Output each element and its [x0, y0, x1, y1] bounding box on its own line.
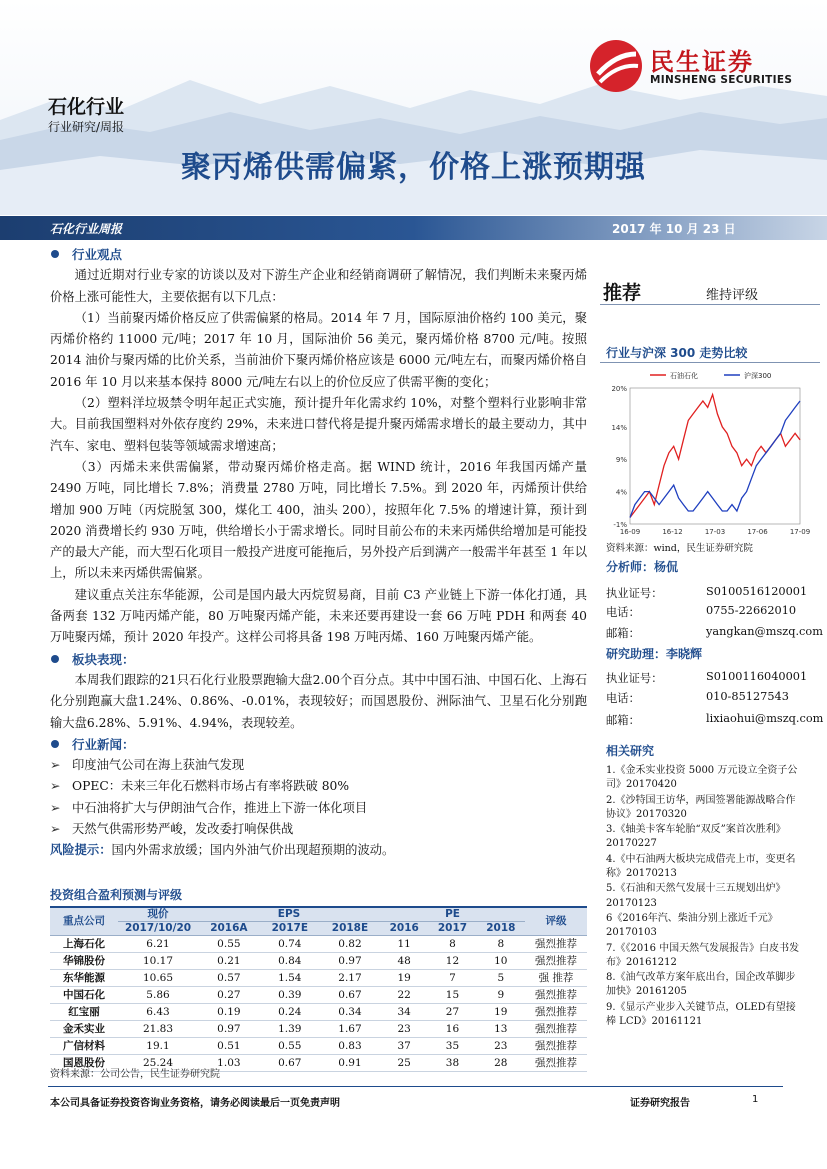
x-tick-label: 17-03 — [704, 528, 726, 536]
trend-chart — [604, 366, 811, 538]
x-tick-label: 17-09 — [789, 528, 811, 536]
cell-e2: 0.84 — [260, 953, 320, 970]
x-tick-label: 16-09 — [619, 528, 641, 536]
cell-p1: 48 — [380, 953, 428, 970]
cell-e1: 0.19 — [198, 1004, 260, 1021]
cell-p1: 22 — [380, 987, 428, 1004]
cell-e2: 1.54 — [260, 970, 320, 987]
y-tick-label: -1% — [613, 521, 627, 529]
rating-status: 维持评级 — [706, 288, 759, 303]
cell-e1: 0.21 — [198, 953, 260, 970]
rating-label: 推荐 — [603, 282, 642, 304]
news-item: ➢ 印度油气公司在海上获油气发现 — [50, 755, 587, 776]
col-header-pe: PE — [380, 907, 525, 922]
cell-p3: 13 — [477, 1021, 525, 1038]
cell-p3: 5 — [477, 970, 525, 987]
y-tick-label: 4% — [615, 488, 627, 497]
cell-e2: 0.67 — [260, 1055, 320, 1072]
table-row — [50, 1004, 587, 1021]
divider — [600, 304, 820, 305]
table-title: 投资组合盈利预测与评级 — [50, 888, 183, 902]
related-list — [606, 764, 802, 1030]
divider — [600, 362, 820, 363]
cell-p2: 27 — [428, 1004, 476, 1021]
cell-rating: 强烈推荐 — [525, 1055, 587, 1072]
x-tick-label: 17-06 — [747, 528, 768, 536]
cell-rating: 强 推荐 — [525, 970, 587, 987]
related-item[interactable]: 1.《金禾实业投资 5000 万元设立全资子公司》20170420 — [606, 765, 798, 791]
related-item[interactable]: 7.《《2016 中国天然气发展报告》白皮书发布》20161212 — [606, 942, 800, 968]
table-source: 资料来源：公司公告，民生证券研究院 — [50, 1069, 220, 1080]
cell-p3: 10 — [477, 953, 525, 970]
col-header-year: 2018E — [320, 922, 380, 936]
cell-p2: 12 — [428, 953, 476, 970]
plot-frame — [630, 388, 800, 524]
col-header-year: 2017E — [260, 922, 320, 936]
cell-e3: 0.34 — [320, 1004, 380, 1021]
news-item: ➢ 天然气供需形势严峻，发改委打响保供战 — [50, 819, 587, 840]
table-row — [50, 1021, 587, 1038]
table-row — [50, 1038, 587, 1055]
cell-e3: 0.67 — [320, 987, 380, 1004]
y-tick-label: 20% — [611, 385, 627, 393]
cell-p1: 19 — [380, 970, 428, 987]
divider — [48, 1086, 783, 1087]
footer-disclaimer: 本公司具备证券投资咨询业务资格，请务必阅读最后一页免责声明 — [50, 1098, 340, 1109]
x-tick-label: 16-12 — [662, 528, 683, 536]
cell-p1: 23 — [380, 1021, 428, 1038]
cell-company: 红宝丽 — [50, 1004, 118, 1021]
table-row — [50, 953, 587, 970]
cell-e3: 0.97 — [320, 953, 380, 970]
news-item: ➢ OPEC：未来三年化石燃料市场占有率将跌破 80% — [50, 776, 587, 797]
cell-e2: 0.55 — [260, 1038, 320, 1055]
report-type: 行业研究/周报 — [48, 120, 125, 134]
col-header-rating: 评级 — [525, 907, 587, 936]
section-heading-view: 行业观点 — [50, 244, 587, 265]
cell-p2: 38 — [428, 1055, 476, 1072]
table-row — [50, 987, 587, 1004]
related-item[interactable]: 6《2016年汽、柴油分别上涨近千元》20170103 — [606, 912, 778, 939]
related-item[interactable]: 2.《沙特国王访华，两国签署能源战略合作协议》20170320 — [606, 794, 796, 820]
cell-p3: 8 — [477, 936, 525, 953]
cell-e1: 0.57 — [198, 970, 260, 987]
cell-e1: 0.97 — [198, 1021, 260, 1038]
y-tick-label: 14% — [611, 423, 627, 432]
cell-e1: 1.03 — [198, 1055, 260, 1072]
paragraph: （3）丙烯未来供需偏紧，带动聚丙烯价格走高。据 WIND 统计，2016 年我国丙烯产量 2490 万吨，同比增长 7.8%；消费量 2780 万吨，同比增长 7.5%。到 2020 年，丙烯预计供给增加 900 万吨（丙烷脱氢 300，煤化工 400，油头 200），按照年化 7.5% 的增速计算，预计到 2020 消费增长约 930 万吨，供给增长小于需求增长。同时目前公布的未来丙烯供给增加是可能投产的最大产能，而大型石化项目一般投产进度可能拖后，另外投产后到满产一般需半年甚至 1 年以上，所以未来丙烯供需偏紧。 — [50, 459, 587, 581]
cell-p2: 35 — [428, 1038, 476, 1055]
sector-name: 石化行业 — [48, 96, 125, 118]
cell-e1: 0.55 — [198, 936, 260, 953]
logo-icon — [590, 40, 642, 92]
col-header-year: 2016A — [198, 922, 260, 936]
cell-rating: 强烈推荐 — [525, 936, 587, 953]
cell-e3: 2.17 — [320, 970, 380, 987]
paragraph: 通过近期对行业专家的访谈以及对下游生产企业和经销商调研了解情况，我们判断未来聚丙烯价格上涨可能性大，主要依据有以下几点： — [50, 268, 587, 304]
cell-rating: 强烈推荐 — [525, 1004, 587, 1021]
chart-source: 资料来源：wind，民生证券研究院 — [606, 543, 753, 554]
related-item[interactable]: 4.《中石油两大板块完成借壳上市，变更名称》20170213 — [606, 853, 796, 880]
cell-p3: 28 — [477, 1055, 525, 1072]
cell-rating: 强烈推荐 — [525, 1021, 587, 1038]
cell-company: 金禾实业 — [50, 1021, 118, 1038]
cell-company: 中国石化 — [50, 987, 118, 1004]
footer-label: 证券研究报告 — [630, 1098, 690, 1109]
cell-p3: 23 — [477, 1038, 525, 1055]
assistant-title: 研究助理：李晓辉 — [606, 647, 703, 661]
bullet-icon — [51, 655, 59, 663]
report-series: 石化行业周报 — [50, 222, 123, 236]
cell-e3: 1.67 — [320, 1021, 380, 1038]
page-title: 聚丙烯供需偏紧，价格上涨预期强 — [181, 150, 646, 185]
cell-company: 华锦股份 — [50, 953, 118, 970]
paragraph: （1）当前聚丙烯价格反应了供需偏紧的格局。2014 年 7 月，国际原油价格约 100 美元，聚丙烯价格约 11000 元/吨；2017 年 10 月，国际油价 56 美元，聚丙烯价格 8700 元/吨。按照 2014 油价与聚丙烯的比价关系，当前油价下聚丙烯价格应该是 6000 元/吨左右，而聚丙烯价格自 2016 年 10 月以来基本保持 8000 元/吨左右以上的价位反应了供需平衡的变化； — [50, 310, 587, 389]
cell-company: 广信材料 — [50, 1038, 118, 1055]
cell-price: 10.17 — [118, 953, 198, 970]
cell-p1: 34 — [380, 1004, 428, 1021]
page-number: 1 — [752, 1094, 759, 1105]
cell-rating: 强烈推荐 — [525, 953, 587, 970]
col-header-price-date: 2017/10/20 — [118, 922, 198, 936]
legend-label: 石油石化 — [670, 372, 698, 380]
cell-e1: 0.27 — [198, 987, 260, 1004]
arrow-icon: ➢ — [50, 800, 61, 815]
paragraph: 建议重点关注东华能源，公司是国内最大丙烷贸易商，目前 C3 产业链上下游一体化打通，具备两套 132 万吨丙烯产能，80 万吨聚丙烯产能，未来还要再建设一套 66 万吨 PDH 和两套 40 万吨聚丙烯，预计 2020 年投产。这样公司将具备 198 万吨丙烯、160 万吨聚丙烯产能。 — [50, 587, 587, 645]
section-heading-news: 行业新闻： — [50, 734, 587, 755]
cell-company: 东华能源 — [50, 970, 118, 987]
cell-e3: 0.83 — [320, 1038, 380, 1055]
arrow-icon: ➢ — [50, 758, 61, 773]
risk-note: 风险提示：国内外需求放缓；国内外油气价出现超预期的波动。 — [50, 843, 395, 858]
cell-price: 6.43 — [118, 1004, 198, 1021]
paragraph: 本周我们跟踪的21只石化行业股票跑输大盘2.00个百分点。其中中国石油、中国石化、上海石化分别跑赢大盘1.24%、0.86%、-0.01%，表现较好；而国恩股份、洲际油气、卫星石化分别跑输大盘6.28%、5.91%、4.94%，表现较差。 — [50, 672, 587, 730]
cell-p2: 7 — [428, 970, 476, 987]
cell-p2: 15 — [428, 987, 476, 1004]
cell-price: 25.24 — [118, 1055, 198, 1072]
table-row — [50, 936, 587, 953]
bullet-icon — [51, 740, 59, 748]
cell-p1: 11 — [380, 936, 428, 953]
cell-price: 10.65 — [118, 970, 198, 987]
cell-p3: 19 — [477, 1004, 525, 1021]
table-row — [50, 970, 587, 987]
y-tick-label: 9% — [615, 456, 627, 465]
arrow-icon: ➢ — [50, 822, 61, 837]
section-heading-performance: 板块表现： — [50, 649, 587, 670]
cell-e2: 0.39 — [260, 987, 320, 1004]
col-header-company: 重点公司 — [50, 907, 118, 936]
col-header-year: 2016 — [380, 922, 428, 936]
cell-e2: 0.74 — [260, 936, 320, 953]
col-header-year: 2017 — [428, 922, 476, 936]
cell-p1: 25 — [380, 1055, 428, 1072]
valuation-table — [50, 906, 587, 1072]
chart-title: 行业与沪深 300 走势比较 — [606, 346, 748, 360]
related-title: 相关研究 — [606, 744, 655, 758]
cell-company: 国恩股份 — [50, 1055, 118, 1072]
related-item[interactable]: 8.《油气改革方案年底出台，国企改革脚步加快》20161205 — [606, 972, 796, 998]
cell-p2: 16 — [428, 1021, 476, 1038]
cell-rating: 强烈推荐 — [525, 987, 587, 1004]
cell-company: 上海石化 — [50, 936, 118, 953]
related-item[interactable]: 9.《显示产业步入关键节点，OLED有望接棒 LCD》20161121 — [606, 1001, 796, 1028]
cell-p3: 9 — [477, 987, 525, 1004]
cell-price: 19.1 — [118, 1038, 198, 1055]
cell-rating: 强烈推荐 — [525, 1038, 587, 1055]
col-header-year: 2018 — [477, 922, 525, 936]
main-content — [50, 244, 587, 862]
cell-p1: 37 — [380, 1038, 428, 1055]
legend-label: 沪深300 — [744, 372, 772, 380]
arrow-icon: ➢ — [50, 779, 61, 794]
bullet-icon — [51, 250, 59, 258]
cell-p2: 8 — [428, 936, 476, 953]
cell-e3: 0.82 — [320, 936, 380, 953]
logo-subtext: MINSHENG SECURITIES — [650, 74, 793, 86]
report-date: 2017 年 10 月 23 日 — [612, 222, 736, 236]
paragraph: （2）塑料洋垃圾禁令明年起正式实施，预计提升年化需求约 10%，对整个塑料行业影响非常大。目前我国塑料对外依存度约 29%，未来进口替代将是提升聚丙烯需求增长的最主要动力，其中汽车、家电、塑料包装等领域需求增速高； — [50, 396, 587, 453]
cell-price: 5.86 — [118, 987, 198, 1004]
cell-price: 21.83 — [118, 1021, 198, 1038]
series-line — [630, 401, 800, 518]
cell-price: 6.21 — [118, 936, 198, 953]
cell-e2: 1.39 — [260, 1021, 320, 1038]
related-item[interactable]: 3.《轴美卡客车轮胎“双反”案首次胜利》20170227 — [606, 824, 786, 850]
cell-e3: 0.91 — [320, 1055, 380, 1072]
news-item: ➢ 中石油将扩大与伊朗油气合作，推进上下游一体化项目 — [50, 798, 587, 819]
col-header-price: 现价 — [118, 907, 198, 922]
cell-e2: 0.24 — [260, 1004, 320, 1021]
cell-e1: 0.51 — [198, 1038, 260, 1055]
col-header-eps: EPS — [198, 907, 380, 922]
related-item[interactable]: 5.《石油和天然气发展十三五规划出炉》20170123 — [606, 883, 786, 909]
analyst-title: 分析师：杨侃 — [606, 560, 679, 574]
logo-text: 民生证券 — [650, 48, 754, 76]
